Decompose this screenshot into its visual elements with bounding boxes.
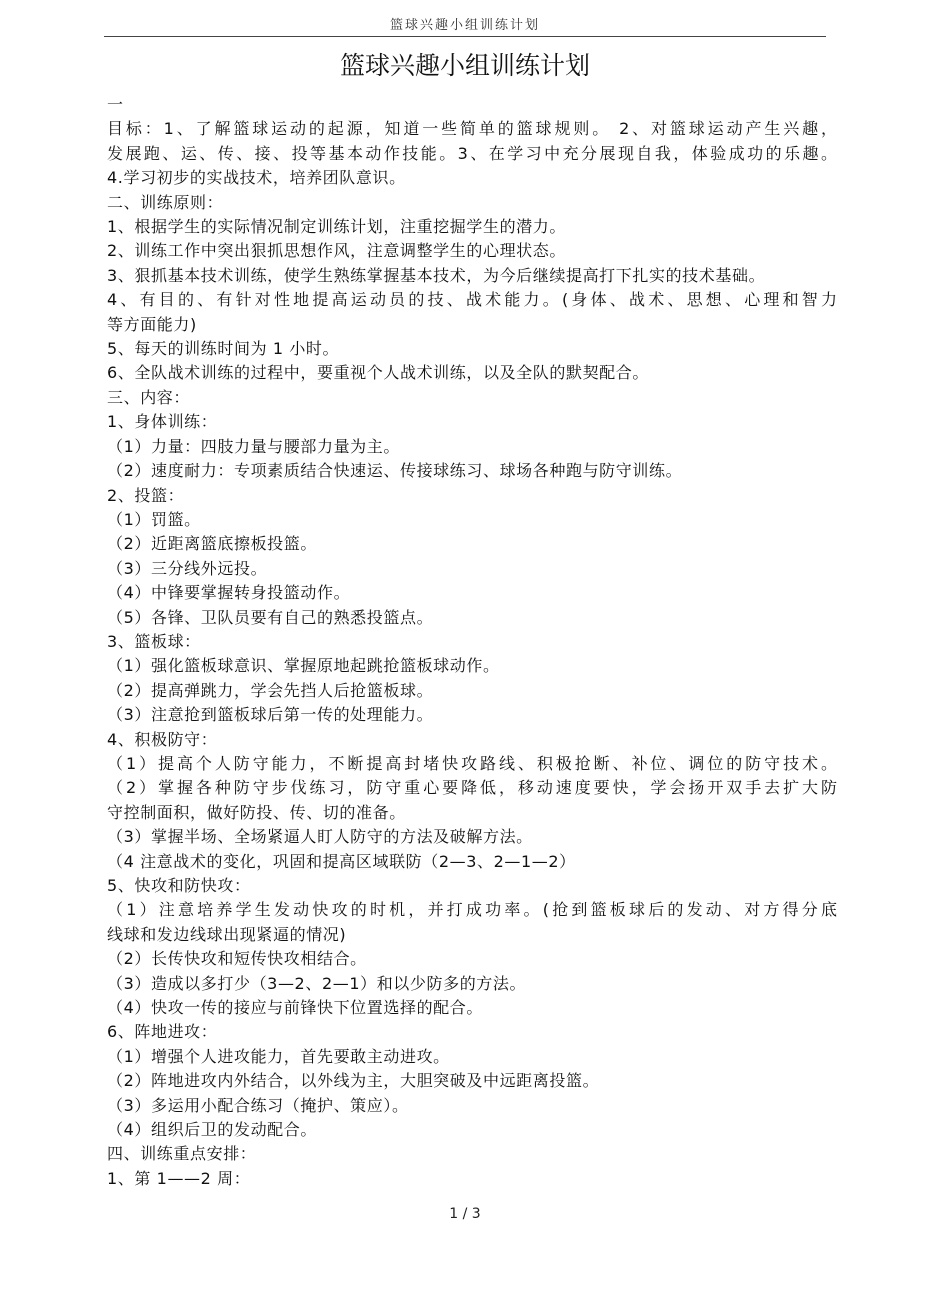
text-line: 6、阵地进攻：	[107, 1022, 218, 1042]
text-line: 4、积极防守：	[107, 729, 218, 749]
text-line: （3）多运用小配合练习（掩护、策应）。	[107, 1095, 409, 1115]
text-line: 二、训练原则：	[107, 192, 224, 212]
text-line: （4）组织后卫的发动配合。	[107, 1120, 317, 1140]
text-line: （1）力量：四肢力量与腰部力量为主。	[107, 436, 400, 456]
text-line: （4 注意战术的变化，巩固和提高区域联防（2—3、2—1—2）	[107, 851, 576, 871]
text-line: （1）注意培养学生发动快攻的时机，并打成功率。(抢到篮板球后的发动、对方得分底	[107, 900, 837, 920]
text-line: 四、训练重点安排：	[107, 1144, 257, 1164]
text-line: （4）快攻一传的接应与前锋快下位置选择的配合。	[107, 998, 483, 1018]
text-line: 2、训练工作中突出狠抓思想作风，注意调整学生的心理状态。	[107, 241, 566, 261]
text-line: 1、第 1——2 周：	[107, 1168, 251, 1188]
text-line: （3）造成以多打少（3—2、2—1）和以少防多的方法。	[107, 973, 527, 993]
text-line: 三、内容：	[107, 387, 191, 407]
text-line: （2）提高弹跳力，学会先挡人后抢篮板球。	[107, 680, 434, 700]
text-line: 线球和发边线球出现紧逼的情况)	[107, 924, 347, 944]
page-number: 1 / 3	[449, 1206, 481, 1222]
text-line: （2）长传快攻和短传快攻相结合。	[107, 949, 367, 969]
text-line: 5、快攻和防快攻：	[107, 876, 251, 895]
text-line: 目标：1、了解篮球运动的起源，知道一些简单的篮球规则。 2、对篮球运动产生兴趣，	[107, 119, 837, 139]
text-line: 守控制面积，做好防投、传、切的准备。	[107, 802, 406, 822]
text-line: 3、狠抓基本技术训练，使学生熟练掌握基本技术，为今后继续提高打下扎实的技术基础。	[107, 265, 766, 285]
text-line: （3）注意抢到篮板球后第一传的处理能力。	[107, 705, 434, 725]
text-line: （2）近距离篮底擦板投篮。	[107, 534, 317, 554]
text-line: （1）强化篮板球意识、掌握原地起跳抢篮板球动作。	[107, 656, 500, 676]
text-line: （3）掌握半场、全场紧逼人盯人防守的方法及破解方法。	[107, 827, 533, 847]
header-divider	[104, 36, 826, 37]
text-line: （2）速度耐力：专项素质结合快速运、传接球练习、球场各种跑与防守训练。	[107, 461, 683, 481]
text-line: 4.学习初步的实战技术，培养团队意识。	[107, 168, 406, 188]
text-line: （4）中锋要掌握转身投篮动作。	[107, 583, 351, 603]
text-line: 发展跑、运、传、接、投等基本动作技能。3、在学习中充分展现自我，体验成功的乐趣。	[107, 143, 837, 163]
text-line: 1、根据学生的实际情况制定训练计划，注重挖掘学生的潜力。	[107, 217, 566, 237]
running-header: 篮球兴趣小组训练计划	[389, 18, 540, 33]
text-line: （5）各锋、卫队员要有自己的熟悉投篮点。	[107, 607, 434, 627]
page-title: 篮球兴趣小组训练计划	[339, 51, 590, 80]
text-line: （2）掌握各种防守步伐练习，防守重心要降低，移动速度要快，学会扬开双手去扩大防	[107, 778, 837, 798]
text-line: （3）三分线外远投。	[107, 558, 268, 578]
text-line: 6、全队战术训练的过程中，要重视个人战术训练，以及全队的默契配合。	[107, 363, 649, 383]
text-line: （1）提高个人防守能力，不断提高封堵快攻路线、积极抢断、补位、调位的防守技术。	[107, 753, 837, 773]
text-line: （1）罚篮。	[107, 509, 201, 529]
text-line: 一	[107, 95, 124, 114]
text-line: 3、篮板球：	[107, 631, 201, 651]
text-line: 等方面能力)	[107, 314, 197, 334]
text-line: 1、身体训练：	[107, 412, 218, 432]
document-body	[107, 93, 837, 1191]
text-line: 4、有目的、有针对性地提高运动员的技、战术能力。(身体、战术、思想、心理和智力	[107, 290, 837, 310]
text-line: 2、投篮：	[107, 485, 185, 505]
text-line: （2）阵地进攻内外结合，以外线为主，大胆突破及中远距离投篮。	[107, 1071, 600, 1091]
text-line: 5、每天的训练时间为 1 小时。	[107, 339, 340, 359]
text-line: （1）增强个人进攻能力，首先要敢主动进攻。	[107, 1046, 450, 1066]
